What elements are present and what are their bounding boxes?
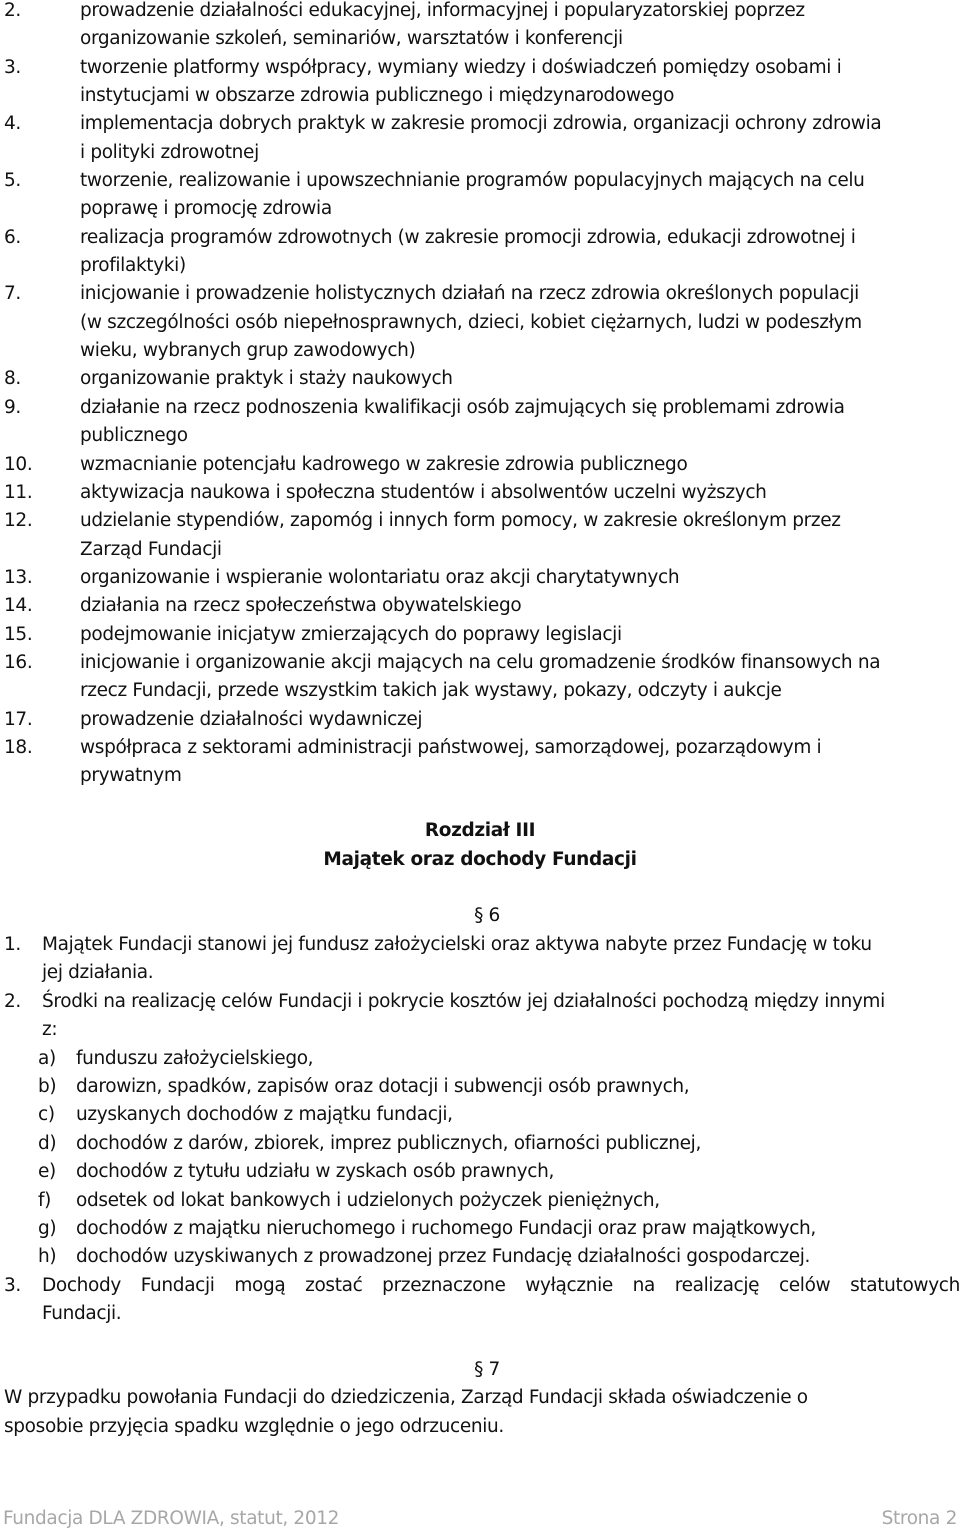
item-line: publicznego bbox=[80, 425, 188, 447]
sub-item-letter: e) bbox=[38, 1161, 56, 1183]
list-item bbox=[0, 280, 960, 365]
list-item bbox=[0, 110, 960, 167]
list-item bbox=[0, 649, 960, 706]
item-number: 5. bbox=[4, 170, 21, 192]
item-line: rzecz Fundacji, przede wszystkim takich jak wystawy, pokazy, odczyty i aukcje bbox=[80, 680, 782, 702]
sub-list-item bbox=[0, 1045, 960, 1073]
sub-item-text: odsetek od lokat bankowych i udzielonych pożyczek pieniężnych, bbox=[76, 1189, 660, 1211]
list-item bbox=[0, 564, 960, 592]
item-line: tworzenie, realizowanie i upowszechnianie programów populacyjnych mających na celu bbox=[80, 170, 865, 192]
item-line: profilaktyki) bbox=[80, 255, 186, 277]
section-6-item-3 bbox=[0, 1272, 960, 1329]
section-7-paragraph bbox=[4, 1384, 808, 1441]
item-number: 6. bbox=[4, 226, 21, 248]
paragraph-line: W przypadku powołania Fundacji do dziedziczenia, Zarząd Fundacji składa oświadczenie o bbox=[4, 1387, 808, 1408]
sub-list-item bbox=[0, 1187, 960, 1215]
item-number: 15. bbox=[4, 623, 33, 645]
item-number: 1. bbox=[4, 934, 21, 955]
item-line: podejmowanie inicjatyw zmierzających do poprawy legislacji bbox=[80, 623, 622, 645]
item-number: 12. bbox=[4, 510, 33, 532]
item-line: inicjowanie i organizowanie akcji mających na celu gromadzenie środków finansowych na bbox=[80, 651, 881, 673]
item-number: 17. bbox=[4, 708, 33, 730]
section-6-item-1 bbox=[0, 931, 960, 988]
item-number: 10. bbox=[4, 453, 33, 475]
list-item bbox=[0, 451, 960, 479]
item-line: współpraca z sektorami administracji państwowej, samorządowej, pozarządowym i bbox=[80, 736, 822, 758]
item-line: jej działania. bbox=[42, 962, 154, 984]
sub-item-text: dochodów uzyskiwanych z prowadzonej przez Fundację działalności gospodarczej. bbox=[76, 1246, 811, 1268]
item-number: 16. bbox=[4, 651, 33, 673]
item-line: realizacja programów zdrowotnych (w zakresie promocji zdrowia, edukacji zdrowotnej i bbox=[80, 226, 856, 248]
sub-item-text: dochodów z darów, zbiorek, imprez publicznych, ofiarności publicznej, bbox=[76, 1132, 701, 1154]
item-line: instytucjami w obszarze zdrowia publicznego i międzynarodowego bbox=[80, 85, 675, 107]
item-line: prowadzenie działalności wydawniczej bbox=[80, 708, 423, 730]
section-6-mark: § 6 bbox=[474, 905, 500, 926]
item-line: wzmacnianie potencjału kadrowego w zakresie zdrowia publicznego bbox=[80, 453, 688, 475]
item-line: inicjowanie i prowadzenie holistycznych działań na rzecz zdrowia określonych populacji bbox=[80, 283, 859, 305]
list-item bbox=[0, 365, 960, 393]
item-line: Fundacji. bbox=[42, 1303, 122, 1325]
item-number: 18. bbox=[4, 736, 33, 758]
item-number: 9. bbox=[4, 396, 21, 418]
list-item bbox=[0, 592, 960, 620]
footer-page-number: Strona 2 bbox=[881, 1508, 957, 1529]
item-line: prywatnym bbox=[80, 765, 182, 787]
item-line: i polityki zdrowotnej bbox=[80, 141, 259, 163]
sub-item-text: funduszu założycielskiego, bbox=[76, 1047, 314, 1069]
item-number: 2. bbox=[4, 990, 21, 1012]
sub-item-letter: d) bbox=[38, 1132, 57, 1154]
sub-list-item bbox=[0, 1101, 960, 1129]
item-line: działanie na rzecz podnoszenia kwalifikacji osób zajmujących się problemami zdrowia bbox=[80, 396, 845, 418]
sub-list-item bbox=[0, 1130, 960, 1158]
item-line: Środki na realizację celów Fundacji i pokrycie kosztów jej działalności pochodzą między innymi bbox=[42, 990, 885, 1012]
item-line: wieku, wybranych grup zawodowych) bbox=[80, 340, 416, 362]
item-line: Majątek Fundacji stanowi jej fundusz założycielski oraz aktywa nabyte przez Fundację w toku bbox=[42, 934, 872, 955]
item-number: 3. bbox=[4, 56, 21, 78]
item-number: 4. bbox=[4, 113, 21, 135]
item-number: 14. bbox=[4, 595, 33, 617]
sub-item-letter: b) bbox=[38, 1076, 57, 1098]
item-line: Dochody Fundacji mogą zostać przeznaczone wyłącznie na realizację celów statutowych bbox=[42, 1274, 960, 1296]
list-item bbox=[0, 224, 960, 281]
item-line: organizowanie szkoleń, seminariów, warsztatów i konferencji bbox=[80, 28, 623, 50]
item-line: (w szczególności osób niepełnosprawnych, dzieci, kobiet ciężarnych, ludzi w podeszłym bbox=[80, 311, 862, 333]
section-6-item-2 bbox=[0, 988, 960, 1045]
section-6-list bbox=[0, 931, 960, 1329]
sub-list-item bbox=[0, 1158, 960, 1186]
chapter-title: Rozdział III bbox=[424, 820, 536, 841]
item-line: aktywizacja naukowa i społeczna studentów i absolwentów uczelni wyższych bbox=[80, 481, 767, 503]
footer-document-title: Fundacja DLA ZDROWIA, statut, 2012 bbox=[3, 1508, 340, 1529]
item-line: prowadzenie działalności edukacyjnej, informacyjnej i popularyzatorskiej poprzez bbox=[80, 0, 805, 21]
sub-item-letter: g) bbox=[38, 1218, 57, 1240]
sub-list-item bbox=[0, 1073, 960, 1101]
item-number: 13. bbox=[4, 566, 33, 588]
sub-item-letter: a) bbox=[38, 1047, 56, 1069]
item-line: z: bbox=[42, 1019, 58, 1041]
list-item bbox=[0, 621, 960, 649]
item-number: 3. bbox=[4, 1274, 21, 1296]
sub-item-letter: f) bbox=[38, 1189, 52, 1211]
list-item bbox=[0, 706, 960, 734]
paragraph-line: sposobie przyjęcia spadku względnie o jego odrzuceniu. bbox=[4, 1415, 504, 1437]
item-line: Zarząd Fundacji bbox=[80, 538, 222, 560]
list-item bbox=[0, 734, 960, 791]
item-line: poprawę i promocję zdrowia bbox=[80, 198, 332, 220]
section-7-mark: § 7 bbox=[474, 1359, 500, 1380]
list-item bbox=[0, 167, 960, 224]
sub-item-text: dochodów z tytułu udziału w zyskach osób prawnych, bbox=[76, 1161, 554, 1183]
sub-item-letter: h) bbox=[38, 1246, 57, 1268]
item-number: 8. bbox=[4, 368, 21, 390]
funding-sources-list bbox=[0, 1045, 960, 1272]
item-line: działania na rzecz społeczeństwa obywatelskiego bbox=[80, 595, 522, 617]
list-item bbox=[0, 54, 960, 111]
item-number: 2. bbox=[4, 0, 21, 21]
sub-item-text: uzyskanych dochodów z majątku fundacji, bbox=[76, 1104, 453, 1126]
sub-item-text: darowizn, spadków, zapisów oraz dotacji i subwencji osób prawnych, bbox=[76, 1076, 690, 1098]
sub-list-item bbox=[0, 1215, 960, 1243]
sub-item-text: dochodów z majątku nieruchomego i ruchomego Fundacji oraz praw majątkowych, bbox=[76, 1218, 816, 1240]
item-line: organizowanie i wspieranie wolontariatu oraz akcji charytatywnych bbox=[80, 566, 680, 588]
sub-item-letter: c) bbox=[38, 1104, 55, 1126]
list-item bbox=[0, 479, 960, 507]
item-line: organizowanie praktyk i staży naukowych bbox=[80, 368, 453, 390]
item-line: tworzenie platformy współpracy, wymiany wiedzy i doświadczeń pomiędzy osobami i bbox=[80, 56, 842, 78]
item-number: 7. bbox=[4, 283, 21, 305]
list-item bbox=[0, 394, 960, 451]
chapter-subtitle: Majątek oraz dochody Fundacji bbox=[323, 849, 637, 870]
list-item bbox=[0, 0, 960, 54]
list-item bbox=[0, 507, 960, 564]
sub-list-item bbox=[0, 1243, 960, 1271]
item-number: 11. bbox=[4, 481, 33, 503]
item-line: udzielanie stypendiów, zapomóg i innych form pomocy, w zakresie określonym przez bbox=[80, 510, 841, 532]
item-line: implementacja dobrych praktyk w zakresie promocji zdrowia, organizacji ochrony zdrowia bbox=[80, 113, 882, 135]
